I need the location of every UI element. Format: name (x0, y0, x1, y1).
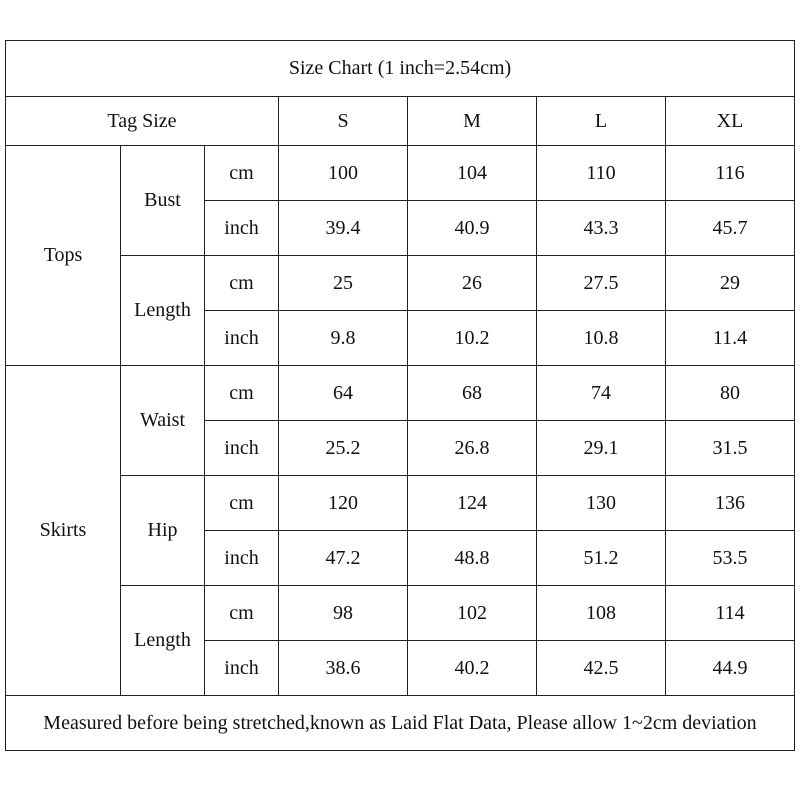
chart-title: Size Chart (1 inch=2.54cm) (6, 41, 795, 97)
value-cell: 10.2 (408, 311, 537, 366)
value-cell: 102 (408, 586, 537, 641)
table-row (6, 586, 795, 641)
table-row (6, 256, 795, 311)
value-cell: 29 (666, 256, 795, 311)
value-cell: 114 (666, 586, 795, 641)
value-cell: 136 (666, 476, 795, 531)
value-cell: 130 (537, 476, 666, 531)
value-cell: 39.4 (279, 201, 408, 256)
value-cell: 116 (666, 146, 795, 201)
value-cell: 38.6 (279, 641, 408, 696)
value-cell: 9.8 (279, 311, 408, 366)
measure-length: Length (121, 256, 205, 366)
value-cell: 104 (408, 146, 537, 201)
value-cell: 47.2 (279, 531, 408, 586)
value-cell: 51.2 (537, 531, 666, 586)
value-cell: 25 (279, 256, 408, 311)
unit-cell: cm (205, 146, 279, 201)
size-header-m: M (408, 97, 537, 146)
value-cell: 11.4 (666, 311, 795, 366)
header-row (6, 97, 795, 146)
table-row (6, 146, 795, 201)
value-cell: 40.2 (408, 641, 537, 696)
value-cell: 80 (666, 366, 795, 421)
measure-length: Length (121, 586, 205, 696)
unit-cell: cm (205, 476, 279, 531)
value-cell: 26.8 (408, 421, 537, 476)
value-cell: 29.1 (537, 421, 666, 476)
unit-cell: inch (205, 421, 279, 476)
value-cell: 45.7 (666, 201, 795, 256)
footer-note: Measured before being stretched,known as Laid Flat Data, Please allow 1~2cm deviation (6, 696, 795, 751)
value-cell: 110 (537, 146, 666, 201)
table-row (6, 476, 795, 531)
size-chart-table (5, 40, 795, 751)
value-cell: 74 (537, 366, 666, 421)
value-cell: 68 (408, 366, 537, 421)
measure-waist: Waist (121, 366, 205, 476)
unit-cell: inch (205, 531, 279, 586)
value-cell: 64 (279, 366, 408, 421)
value-cell: 42.5 (537, 641, 666, 696)
value-cell: 108 (537, 586, 666, 641)
value-cell: 31.5 (666, 421, 795, 476)
value-cell: 27.5 (537, 256, 666, 311)
size-header-l: L (537, 97, 666, 146)
category-tops: Tops (6, 146, 121, 366)
value-cell: 124 (408, 476, 537, 531)
unit-cell: inch (205, 201, 279, 256)
value-cell: 26 (408, 256, 537, 311)
size-header-xl: XL (666, 97, 795, 146)
size-header-s: S (279, 97, 408, 146)
value-cell: 40.9 (408, 201, 537, 256)
value-cell: 25.2 (279, 421, 408, 476)
value-cell: 48.8 (408, 531, 537, 586)
value-cell: 120 (279, 476, 408, 531)
measure-bust: Bust (121, 146, 205, 256)
tag-size-header: Tag Size (6, 97, 279, 146)
measure-hip: Hip (121, 476, 205, 586)
value-cell: 10.8 (537, 311, 666, 366)
unit-cell: inch (205, 641, 279, 696)
unit-cell: cm (205, 586, 279, 641)
unit-cell: inch (205, 311, 279, 366)
table-row (6, 366, 795, 421)
value-cell: 98 (279, 586, 408, 641)
unit-cell: cm (205, 256, 279, 311)
value-cell: 100 (279, 146, 408, 201)
value-cell: 53.5 (666, 531, 795, 586)
category-skirts: Skirts (6, 366, 121, 696)
unit-cell: cm (205, 366, 279, 421)
value-cell: 44.9 (666, 641, 795, 696)
value-cell: 43.3 (537, 201, 666, 256)
